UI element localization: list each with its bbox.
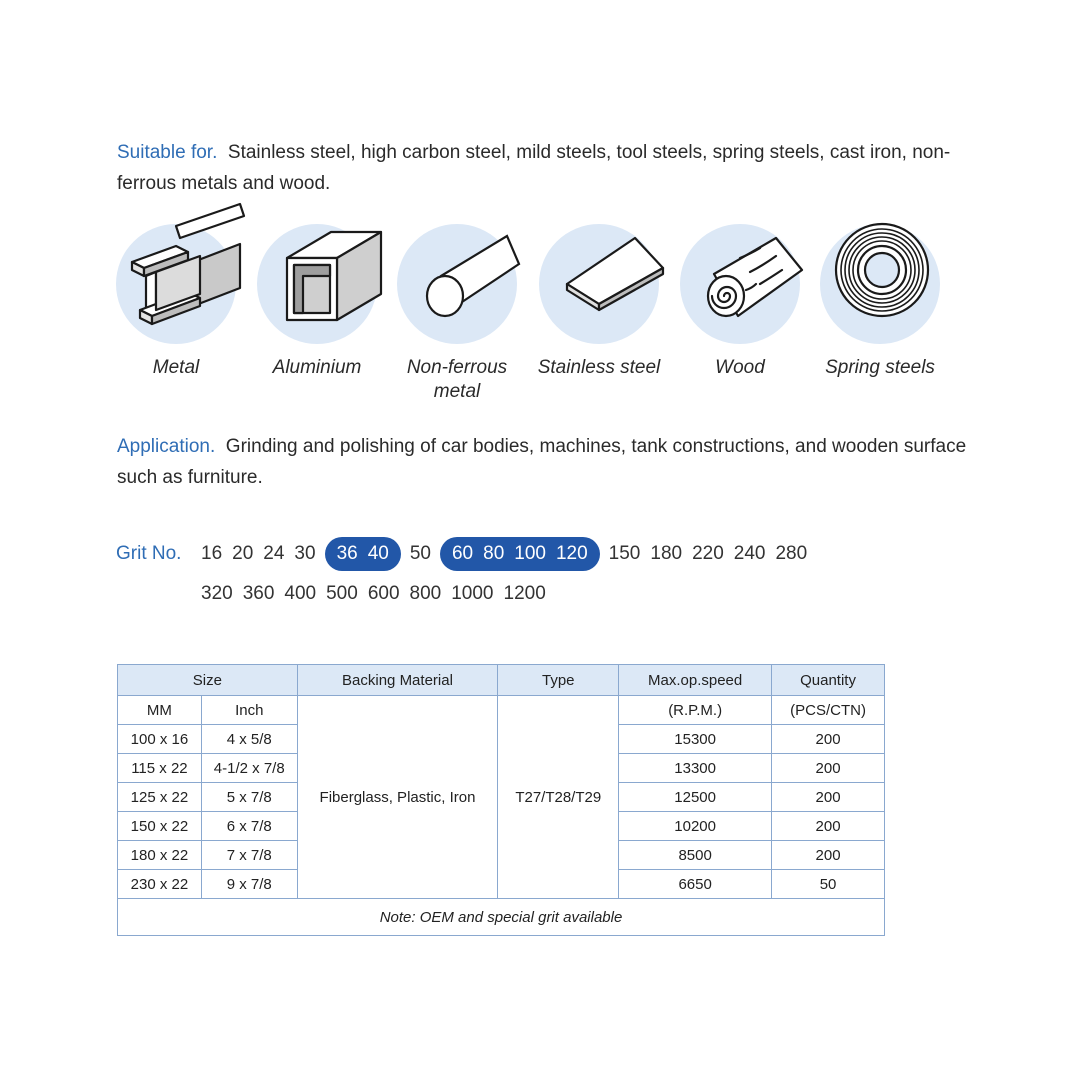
header-type: Type: [498, 665, 619, 696]
size-inch-cell: 9 x 7/8: [201, 870, 297, 899]
grit-row-2: [196, 577, 551, 611]
size-mm-cell: 115 x 22: [118, 754, 202, 783]
size-mm-cell: 150 x 22: [118, 812, 202, 841]
size-mm-cell: 125 x 22: [118, 783, 202, 812]
header-backing-material: Backing Material: [297, 665, 498, 696]
grit-value: 24: [263, 543, 285, 564]
material-label: Stainless steel: [537, 357, 661, 378]
non-ferrous-metal-icon: [397, 224, 517, 344]
wood-icon: [680, 224, 800, 344]
size-mm-cell: 230 x 22: [118, 870, 202, 899]
grit-value-highlighted: 80: [483, 543, 505, 564]
suitable-for-lead: Suitable for.: [117, 142, 218, 163]
table-header-row: [118, 665, 885, 696]
spec-table: [117, 664, 885, 936]
size-mm-cell: 180 x 22: [118, 841, 202, 870]
size-inch-cell: 5 x 7/8: [201, 783, 297, 812]
material-label: Metal: [152, 357, 200, 378]
quantity-cell: 200: [772, 725, 885, 754]
grit-value-highlighted: 36: [336, 543, 358, 564]
max-speed-cell: 13300: [619, 754, 772, 783]
grit-value: 150: [608, 543, 641, 564]
grit-label: Grit No.: [116, 543, 182, 564]
size-inch-cell: 4-1/2 x 7/8: [201, 754, 297, 783]
material-wood: [677, 224, 803, 380]
grit-value: 30: [294, 543, 316, 564]
table-note: Note: OEM and special grit available: [118, 899, 885, 936]
grit-value: 400: [284, 583, 317, 604]
aluminium-icon: [257, 224, 377, 344]
stainless-steel-icon: [539, 224, 659, 344]
grit-highlight-group: [440, 537, 600, 571]
grit-value-highlighted: 120: [555, 543, 588, 564]
table-note-row: [118, 899, 885, 936]
table-subheader-row: [118, 696, 885, 725]
quantity-cell: 200: [772, 783, 885, 812]
backing-material-cell: Fiberglass, Plastic, Iron: [297, 696, 498, 899]
grit-value: 180: [650, 543, 683, 564]
subheader-pcs-ctn: (PCS/CTN): [772, 696, 885, 725]
material-stainless-steel: [536, 224, 662, 380]
grit-value: 280: [775, 543, 808, 564]
max-speed-cell: 6650: [619, 870, 772, 899]
grit-value: 240: [733, 543, 766, 564]
header-max-op-speed: Max.op.speed: [619, 665, 772, 696]
grit-value: 20: [232, 543, 254, 564]
grit-value: 360: [242, 583, 275, 604]
material-aluminium: [254, 224, 380, 380]
size-inch-cell: 6 x 7/8: [201, 812, 297, 841]
grit-value: 220: [692, 543, 724, 564]
subheader-rpm: (R.P.M.): [619, 696, 772, 725]
type-cell: T27/T28/T29: [498, 696, 619, 899]
max-speed-cell: 15300: [619, 725, 772, 754]
grit-value: 500: [326, 583, 358, 604]
grit-value: 600: [367, 583, 400, 604]
grit-highlight-group: [325, 537, 401, 571]
material-spring-steels: [817, 224, 943, 380]
material-non-ferrous-metal: [394, 224, 520, 404]
size-inch-cell: 7 x 7/8: [201, 841, 297, 870]
grit-row-1: [196, 537, 812, 571]
grit-value: 1000: [451, 583, 494, 604]
grit-value: 1200: [503, 583, 546, 604]
metal-icon: [116, 224, 236, 344]
application-text: Grinding and polishing of car bodies, machines, tank constructions, and wooden surface such as furniture.: [117, 436, 967, 488]
grit-value: 320: [201, 583, 233, 604]
max-speed-cell: 8500: [619, 841, 772, 870]
grit-value-highlighted: 60: [451, 543, 474, 564]
size-mm-cell: 100 x 16: [118, 725, 202, 754]
material-label: Wood: [715, 357, 765, 378]
spring-steels-icon: [820, 224, 940, 344]
quantity-cell: 200: [772, 754, 885, 783]
header-quantity: Quantity: [772, 665, 885, 696]
grit-value: 800: [409, 583, 442, 604]
grit-value: 50: [409, 543, 431, 564]
material-label: Non-ferrous metal: [406, 357, 508, 402]
quantity-cell: 200: [772, 841, 885, 870]
grit-value-highlighted: 100: [514, 543, 546, 564]
grit-value-highlighted: 40: [367, 543, 389, 564]
application-paragraph: [117, 431, 997, 493]
suitable-for-text: Stainless steel, high carbon steel, mild steels, tool steels, spring steels, cast iron, non-ferrous metals and wood.: [117, 142, 951, 194]
material-metal: [113, 224, 239, 380]
max-speed-cell: 12500: [619, 783, 772, 812]
max-speed-cell: 10200: [619, 812, 772, 841]
material-label: Spring steels: [825, 357, 935, 378]
quantity-cell: 200: [772, 812, 885, 841]
quantity-cell: 50: [772, 870, 885, 899]
header-size: Size: [118, 665, 298, 696]
size-inch-cell: 4 x 5/8: [201, 725, 297, 754]
grit-value: 16: [201, 543, 223, 564]
subheader-inch: Inch: [201, 696, 297, 725]
application-lead: Application.: [117, 436, 216, 457]
subheader-mm: MM: [118, 696, 202, 725]
suitable-for-paragraph: [117, 137, 997, 199]
material-label: Aluminium: [272, 357, 362, 378]
